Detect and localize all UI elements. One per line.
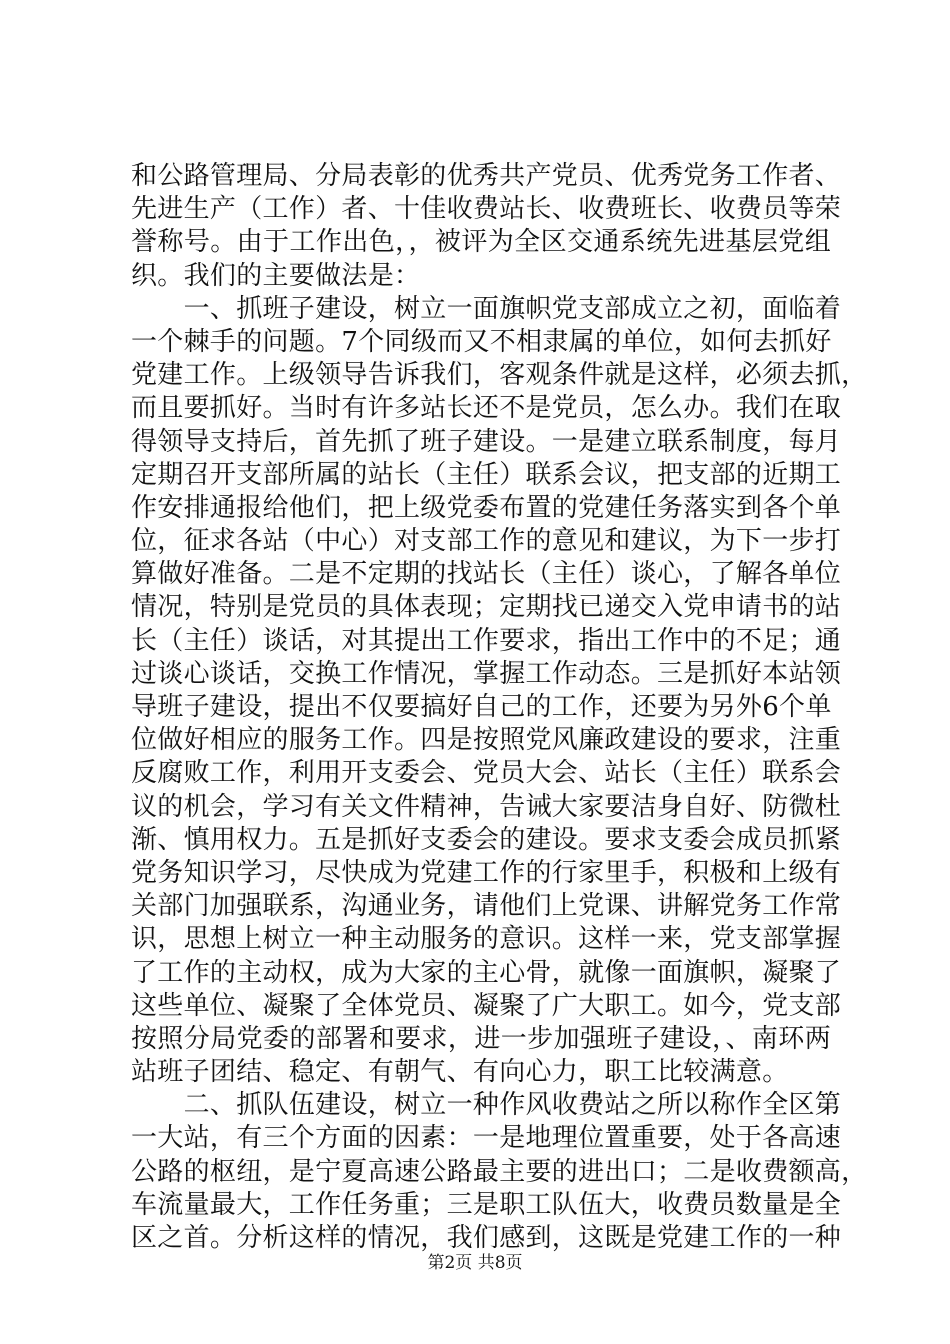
text-line: 党务知识学习，尽快成为党建工作的行家里手，积极和上级有 (131, 857, 842, 888)
text-line: 算做好准备。二是不定期的找站长（主任）谈心，了解各单位 (131, 559, 842, 590)
text-line: 得领导支持后，首先抓了班子建设。一是建立联系制度，每月 (131, 426, 842, 457)
text-line: 区之首。分析这样的情况，我们感到，这既是党建工作的一种 (131, 1223, 842, 1253)
page-footer: 第2页 共8页 (427, 1253, 523, 1273)
text-line: 先进生产（工作）者、十佳收费站长、收费班长、收费员等荣 (131, 194, 842, 225)
text-line: 定期召开支部所属的站长（主任）联系会议，把支部的近期工 (131, 459, 842, 490)
text-line: 关部门加强联系，沟通业务，请他们上党课、讲解党务工作常 (131, 891, 842, 922)
text-line: 了工作的主动权，成为大家的主心骨，就像一面旗帜，凝聚了 (131, 957, 842, 988)
text-line: 位做好相应的服务工作。四是按照党风廉政建设的要求，注重 (131, 725, 842, 756)
text-line: 过谈心谈话，交换工作情况，掌握工作动态。三是抓好本站领 (131, 658, 842, 689)
text-line: 公路的枢纽，是宁夏高速公路最主要的进出口；二是收费额高， (131, 1156, 868, 1187)
text-line: 识，思想上树立一种主动服务的意识。这样一来，党支部掌握 (131, 924, 842, 955)
text-line: 一大站，有三个方面的因素：一是地理位置重要，处于各高速 (131, 1123, 842, 1154)
text-line: 这些单位、凝聚了全体党员、凝聚了广大职工。如今，党支部 (131, 990, 842, 1021)
text-line: 长（主任）谈话，对其提出工作要求，指出工作中的不足；通 (131, 625, 842, 656)
text-line: 而且要抓好。当时有许多站长还不是党员，怎么办。我们在取 (131, 393, 842, 424)
text-line: 二、抓队伍建设，树立一种作风收费站之所以称作全区第 (131, 1090, 842, 1121)
text-line: 党建工作。上级领导告诉我们，客观条件就是这样，必须去抓， (131, 360, 868, 391)
text-line: 渐、慎用权力。五是抓好支委会的建设。要求支委会成员抓紧 (131, 824, 842, 855)
text-line: 按照分局党委的部署和要求，进一步加强班子建设，、南环两 (131, 1023, 831, 1054)
text-line: 织。我们的主要做法是： (131, 260, 421, 291)
text-line: 一个棘手的问题。7个同级而又不相隶属的单位，如何去抓好 (131, 326, 832, 357)
text-line: 誉称号。由于工作出色，，被评为全区交通系统先进基层党组 (131, 227, 831, 258)
text-line: 站班子团结、稳定、有朝气、有向心力，职工比较满意。 (131, 1057, 789, 1088)
text-line: 议的机会，学习有关文件精神，告诫大家要洁身自好、防微杜 (131, 791, 842, 822)
text-line: 车流量最大，工作任务重；三是职工队伍大，收费员数量是全 (131, 1189, 842, 1220)
text-line: 和公路管理局、分局表彰的优秀共产党员、优秀党务工作者、 (131, 161, 842, 191)
text-line: 一、抓班子建设，树立一面旗帜党支部成立之初，面临着 (131, 293, 842, 324)
body-text (131, 160, 868, 1255)
text-line: 反腐败工作，利用开支委会、党员大会、站长（主任）联系会 (131, 758, 842, 789)
text-line: 情况，特别是党员的具体表现；定期找已递交入党申请书的站 (131, 592, 842, 623)
text-line: 作安排通报给他们，把上级党委布置的党建任务落实到各个单 (131, 492, 842, 523)
text-line: 位，征求各站（中心）对支部工作的意见和建议，为下一步打 (131, 526, 842, 557)
text-line: 导班子建设，提出不仅要搞好自己的工作，还要为另外6个单 (131, 692, 832, 722)
